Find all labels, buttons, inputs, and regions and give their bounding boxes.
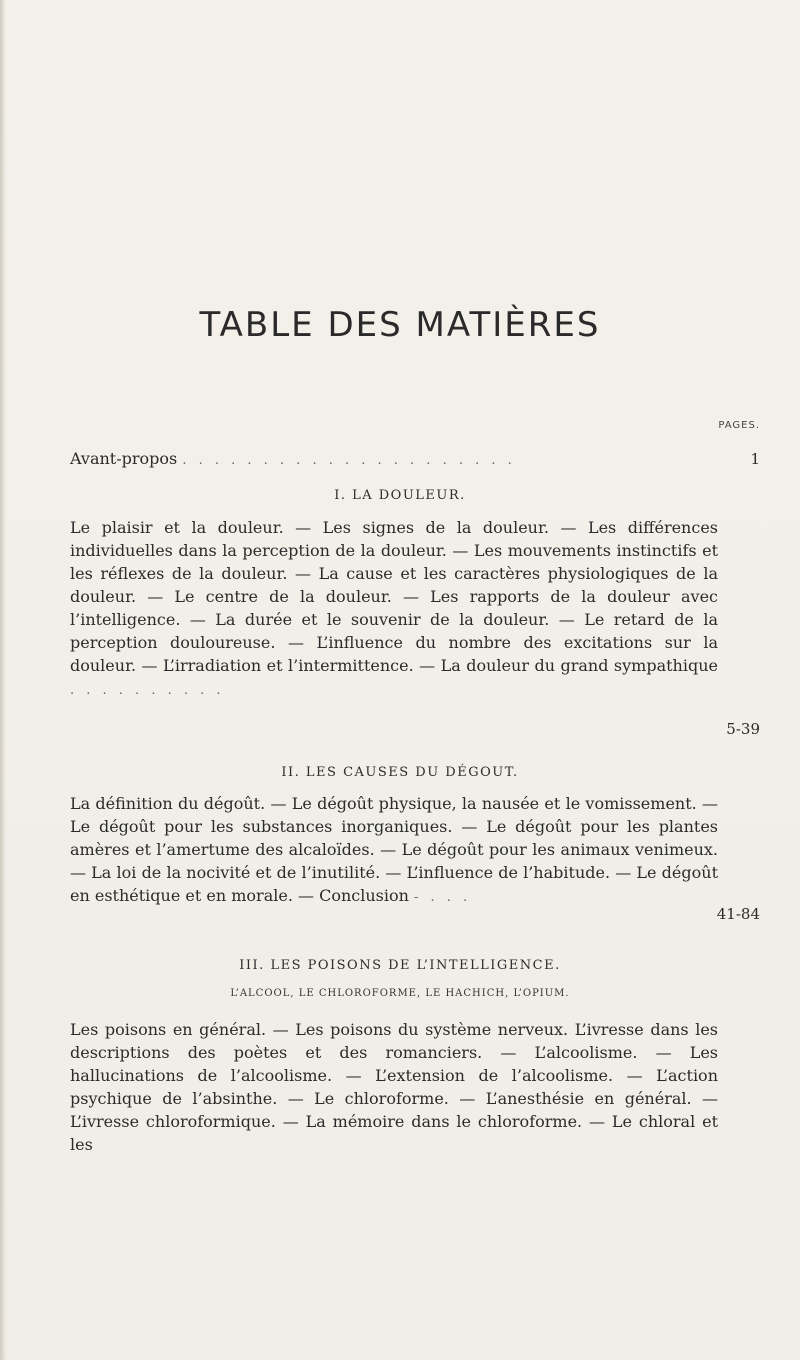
section-title-3: III. LES POISONS DE L’INTELLIGENCE. <box>239 958 561 973</box>
section-text-3-body: Les poisons en général. — Les poisons du système nerveux. L’ivresse dans les descriptions des poètes et des romanciers. — L’alcoolisme. — Les hallucinations de l’alcoolisme. — L’extension de l’alcoolisme. — L’action psychique de l’absinthe. — Le chloroforme. — L’anesthésie en général. — L’ivresse chloroformique. — La mémoire dans le chloroforme. — Le chloral et les <box>70 1020 718 1154</box>
toc-entry-label: Avant-propos <box>70 449 178 468</box>
section-title-2: II. LES CAUSES DU DÉGOUT. <box>281 765 519 780</box>
section-1-pages: 5-39 <box>726 720 760 738</box>
toc-entry-page: 1 <box>750 450 760 468</box>
leader-dots: . . . . . . . . . . <box>70 683 225 698</box>
section-text-2-body: La définition du dégoût. — Le dégoût physique, la nausée et le vomissement. — Le dégoût pour les substances inorganiques. — Le dégoût pour les plantes amères et l’amertume des alcaloïdes. — Le dégoût pour les animaux venimeux. — La loi de la nocivité et de l’inutilité. — L’influence de l’habitude. — Le dégoût en esthétique et en morale. — Conclusion <box>70 794 718 905</box>
pages-column-label: PAGES. <box>718 420 760 431</box>
page-edge-shadow <box>0 0 6 1360</box>
section-text-1-body: Le plaisir et la douleur. — Les signes de la douleur. — Les différences individuelles dans la perception de la douleur. — Les mouvements instinctifs et les réflexes de la douleur. — La cause et les caractères physiologiques de la douleur. — Le centre de la douleur. — Les rapports de la douleur avec l’intelligence. — La durée et le souvenir de la douleur. — Le retard de la perception douloureuse. — L’influence du nombre des excitations sur la douleur. — L’irradiation et l’intermittence. — La douleur du grand sympathique <box>70 518 718 675</box>
toc-entry-avant-propos[interactable] <box>70 448 760 472</box>
leader-dots: . . . . . . . . . . . . . . . . . . . . . <box>182 453 516 468</box>
page-title: TABLE DES MATIÈRES <box>199 305 601 345</box>
section-text-2 <box>70 792 718 909</box>
section-subtitle-3: L’ALCOOL, LE CHLOROFORME, LE HACHICH, L’OPIUM. <box>230 988 570 999</box>
section-2-pages: 41-84 <box>716 905 760 923</box>
leader-dots: - . . . <box>414 890 472 905</box>
section-title-1: I. LA DOULEUR. <box>334 488 466 503</box>
section-text-3 <box>70 1018 718 1156</box>
section-text-1 <box>70 516 718 702</box>
